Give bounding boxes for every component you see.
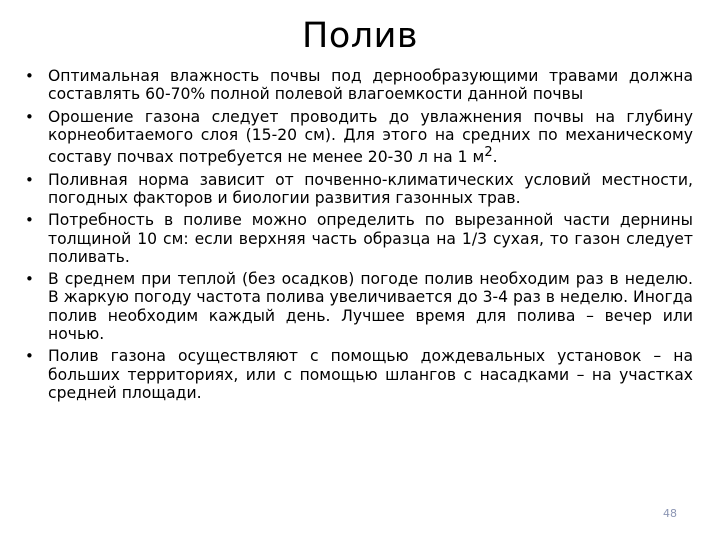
bullet-dot-icon: • [25, 211, 34, 230]
bullet-dot-icon: • [25, 347, 34, 366]
bullet-item [25, 270, 693, 343]
bullet-dot-icon: • [25, 270, 34, 289]
bullet-text: Орошение газона следует проводить до увлажнения почвы на глубину корнеобитаемого слоя (15-20 см). Для этого на средних по механическому составу почвах потребуется не менее 20-30 л на 1 м [48, 107, 693, 167]
bullet-list [25, 67, 693, 406]
bullet-text: Оптимальная влажность почвы под дернообразующими травами должна составлять 60-70% полной полевой влагоемкости данной почвы [48, 67, 693, 104]
bullet-text: Поливная норма зависит от почвенно-климатических условий местности, погодных факторов и биологии развития газонных трав. [48, 170, 693, 207]
page-number: 48 [663, 507, 677, 520]
bullet-dot-icon: • [25, 107, 34, 126]
slide-title: Полив [302, 16, 418, 56]
bullet-text-end: . [492, 148, 498, 167]
bullet-item [25, 67, 693, 104]
bullet-text: В среднем при теплой (без осадков) погоде полив необходим раз в неделю. В жаркую погоду частота полива увеличивается до 3-4 раз в неделю. Иногда полив необходим каждый день. Лучшее время для полива – вечер или ночью. [48, 270, 693, 344]
bullet-item [25, 171, 693, 208]
bullet-item [25, 108, 693, 167]
bullet-dot-icon: • [25, 67, 34, 85]
bullet-item [25, 211, 693, 266]
bullet-item [25, 347, 693, 402]
bullet-text: Потребность в поливе можно определить по вырезанной части дернины толщиной 10 см: если верхняя часть образца на 1/3 сухая, то газон следует поливать. [48, 211, 693, 266]
bullet-dot-icon: • [25, 170, 34, 189]
superscript: 2 [484, 145, 493, 161]
bullet-text: Полив газона осуществляют с помощью дождевальных установок – на больших территориях, или с помощью шлангов с насадками – на участках средней площади. [48, 347, 693, 402]
